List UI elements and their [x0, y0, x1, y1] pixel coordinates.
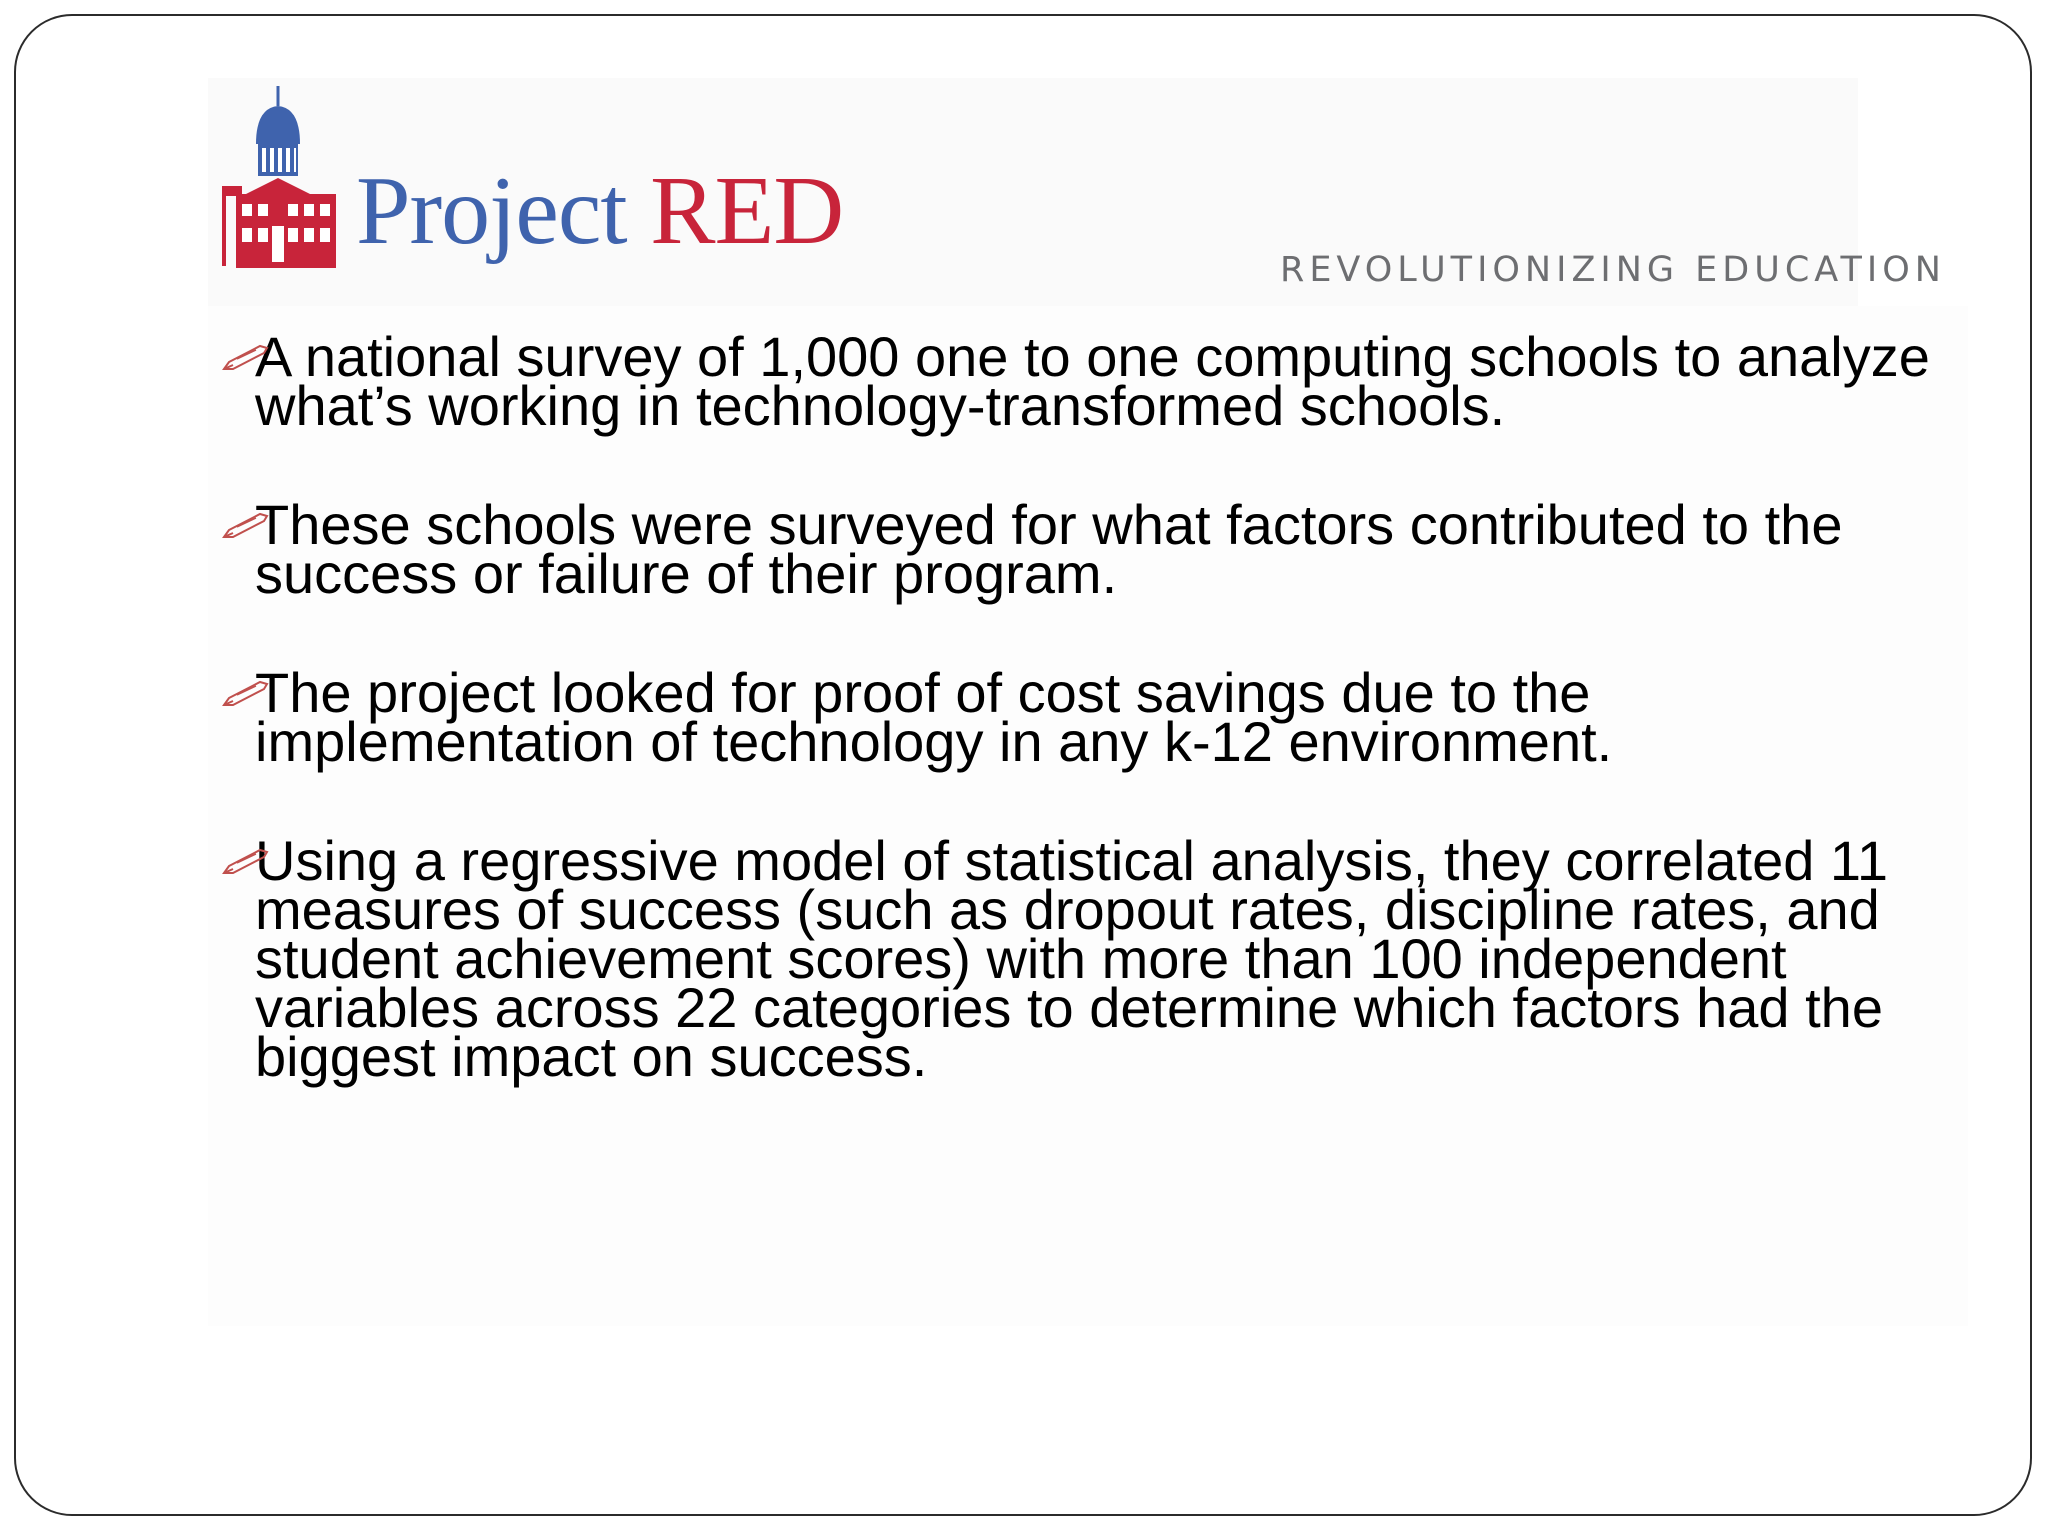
pen-nib-icon	[220, 342, 274, 372]
bullet-item	[220, 325, 1940, 437]
logo-wordmark	[356, 157, 844, 265]
bullet-list	[220, 325, 1940, 1151]
bullet-text: Using a regressive model of statistical analysis, they correlated 11 measures of success (such as dropout rates, discipline rates, and student achievement scores) with more than 100 independent variables across 22 categories to determine which factors had the biggest impact on success.	[255, 829, 1889, 1088]
pen-nib-icon	[220, 846, 274, 876]
pen-nib-icon	[220, 678, 274, 708]
tagline: REVOLUTIONIZING EDUCATION	[1280, 250, 1946, 290]
bullet-text: A national survey of 1,000 one to one computing schools to analyze what’s working in technology-transformed schools.	[255, 325, 1930, 437]
logo-word-project: Project	[356, 157, 627, 265]
bullet-item	[220, 829, 1940, 1088]
bullet-item	[220, 661, 1940, 773]
bullet-text: The project looked for proof of cost savings due to the implementation of technology in any k-12 environment.	[255, 661, 1613, 773]
capitol-building-logo-icon	[216, 86, 336, 274]
logo-word-red: RED	[650, 157, 844, 265]
bullet-text: These schools were surveyed for what factors contributed to the success or failure of their program.	[255, 493, 1843, 605]
pen-nib-icon	[220, 510, 274, 540]
bullet-item	[220, 493, 1940, 605]
